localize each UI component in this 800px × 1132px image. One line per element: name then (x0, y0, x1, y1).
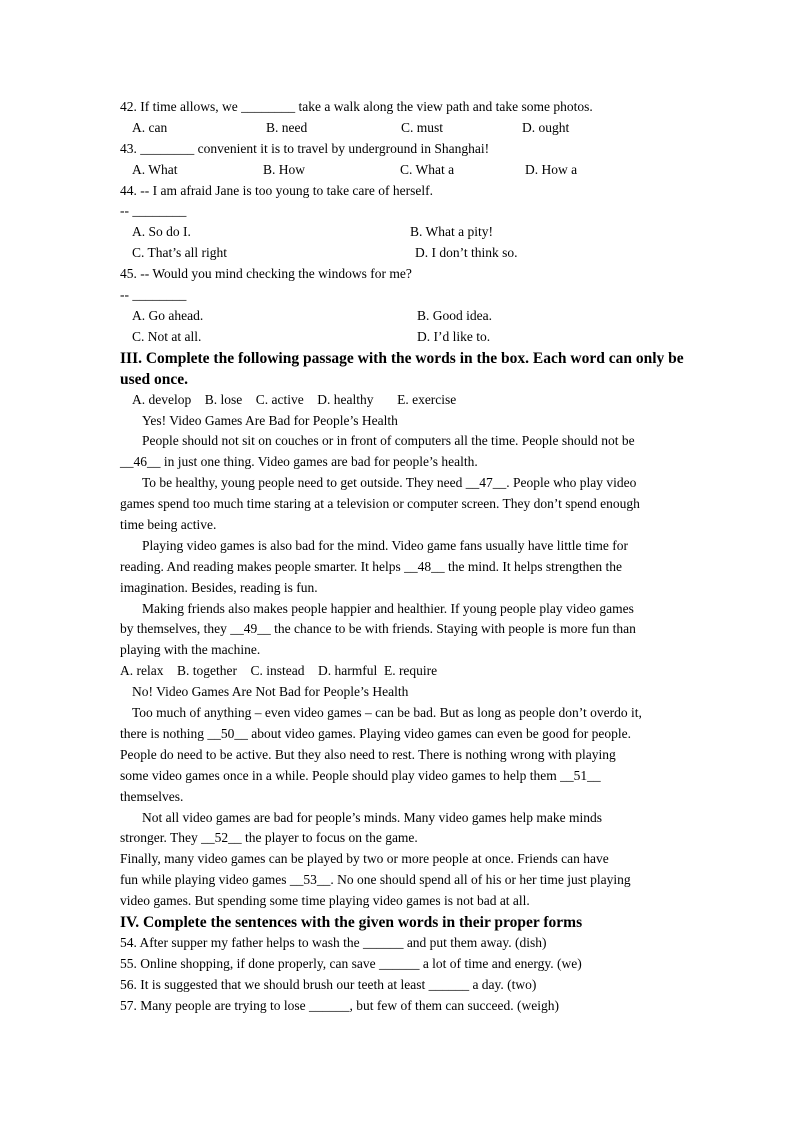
passage-line: Too much of anything – even video games – can be bad. But as long as people don’t overdo it, (132, 705, 642, 721)
question-44: 44. -- I am afraid Jane is too young to take care of herself. (120, 182, 434, 198)
question-44-options-row2 (120, 243, 690, 264)
question-45-options-row1 (120, 306, 690, 327)
question-55: 55. Online shopping, if done properly, can save ______ a lot of time and energy. (we) (120, 955, 582, 971)
passage-line: video games. But spending some time playing video games is not bad at all. (120, 893, 530, 909)
option-c: C. That’s all right (132, 245, 227, 261)
passage-line: reading. And reading makes people smarter. It helps __48__ the mind. It helps strengthen the (120, 558, 623, 574)
passage-line: playing with the machine. (120, 642, 261, 658)
option-d: D. How a (525, 161, 578, 177)
option-b: B. Good idea. (417, 307, 492, 323)
passage-line: by themselves, they __49__ the chance to be with friends. Staying with people is more fun than (120, 621, 636, 637)
passage-line: __46__ in just one thing. Video games are bad for people’s health. (120, 454, 478, 470)
question-42-options (120, 118, 690, 139)
passage-line: time being active. (120, 517, 217, 533)
question-43: 43. ________ convenient it is to travel by underground in Shanghai! (120, 140, 490, 156)
passage-title-yes: Yes! Video Games Are Bad for People’s Health (142, 412, 398, 428)
section-3-heading: III. Complete the following passage with the words in the box. Each word can only be used once. (120, 349, 684, 388)
option-d: D. I don’t think so. (415, 245, 518, 261)
passage-line: People do need to be active. But they also need to rest. There is nothing wrong with playing (120, 746, 616, 762)
passage-line: games spend too much time staring at a television or computer screen. They don’t spend enough (120, 496, 640, 512)
worksheet-page (120, 97, 690, 1017)
question-57: 57. Many people are trying to lose ______, but few of them can succeed. (weigh) (120, 997, 559, 1013)
option-c: C. Not at all. (132, 328, 202, 344)
passage-line: fun while playing video games __53__. No one should spend all of his or her time just playing (120, 872, 631, 888)
passage-line: themselves. (120, 788, 184, 804)
question-56: 56. It is suggested that we should brush our teeth at least ______ a day. (two) (120, 976, 537, 992)
option-a: A. What (132, 161, 178, 177)
option-a: A. So do I. (132, 224, 191, 240)
option-a: A. Go ahead. (132, 307, 204, 323)
section-4-heading: IV. Complete the sentences with the given words in their proper forms (120, 913, 583, 931)
passage-line: there is nothing __50__ about video games. Playing video games can even be good for people. (120, 725, 632, 741)
passage-line: Not all video games are bad for people’s minds. Many video games help make minds (142, 809, 603, 825)
question-43-options (120, 160, 690, 181)
answer-blank: -- ________ (120, 287, 187, 303)
option-d: D. I’d like to. (417, 328, 491, 344)
option-c: C. must (401, 119, 444, 135)
passage-line: stronger. They __52__ the player to focus on the game. (120, 830, 418, 846)
question-42: 42. If time allows, we ________ take a walk along the view path and take some photos. (120, 99, 593, 114)
answer-blank: -- ________ (120, 203, 187, 219)
passage-title-no: No! Video Games Are Not Bad for People’s Health (132, 684, 409, 700)
option-b: B. need (266, 119, 308, 135)
passage-line: People should not sit on couches or in front of computers all the time. People should not be (142, 433, 635, 449)
option-b: B. How (263, 161, 306, 177)
passage-line: imagination. Besides, reading is fun. (120, 579, 318, 595)
word-box-2: A. relax B. together C. instead D. harmful E. require (120, 663, 438, 679)
question-45: 45. -- Would you mind checking the windows for me? (120, 266, 412, 282)
passage-line: Playing video games is also bad for the mind. Video game fans usually have little time for (142, 537, 628, 553)
option-d: D. ought (522, 119, 570, 135)
passage-line: To be healthy, young people need to get outside. They need __47__. People who play video (142, 475, 637, 491)
passage-line: Making friends also makes people happier and healthier. If young people play video games (142, 600, 634, 616)
option-b: B. What a pity! (410, 224, 493, 240)
question-44-options-row1 (120, 222, 690, 243)
question-54: 54. After supper my father helps to wash the ______ and put them away. (dish) (120, 934, 547, 950)
option-c: C. What a (400, 161, 455, 177)
question-45-options-row2 (120, 327, 690, 348)
passage-line: Finally, many video games can be played by two or more people at once. Friends can have (120, 851, 609, 867)
option-a: A. can (132, 119, 168, 135)
passage-line: some video games once in a while. People should play video games to help them __51__ (120, 767, 601, 783)
word-box-1: A. develop B. lose C. active D. healthy E. exercise (132, 391, 457, 407)
